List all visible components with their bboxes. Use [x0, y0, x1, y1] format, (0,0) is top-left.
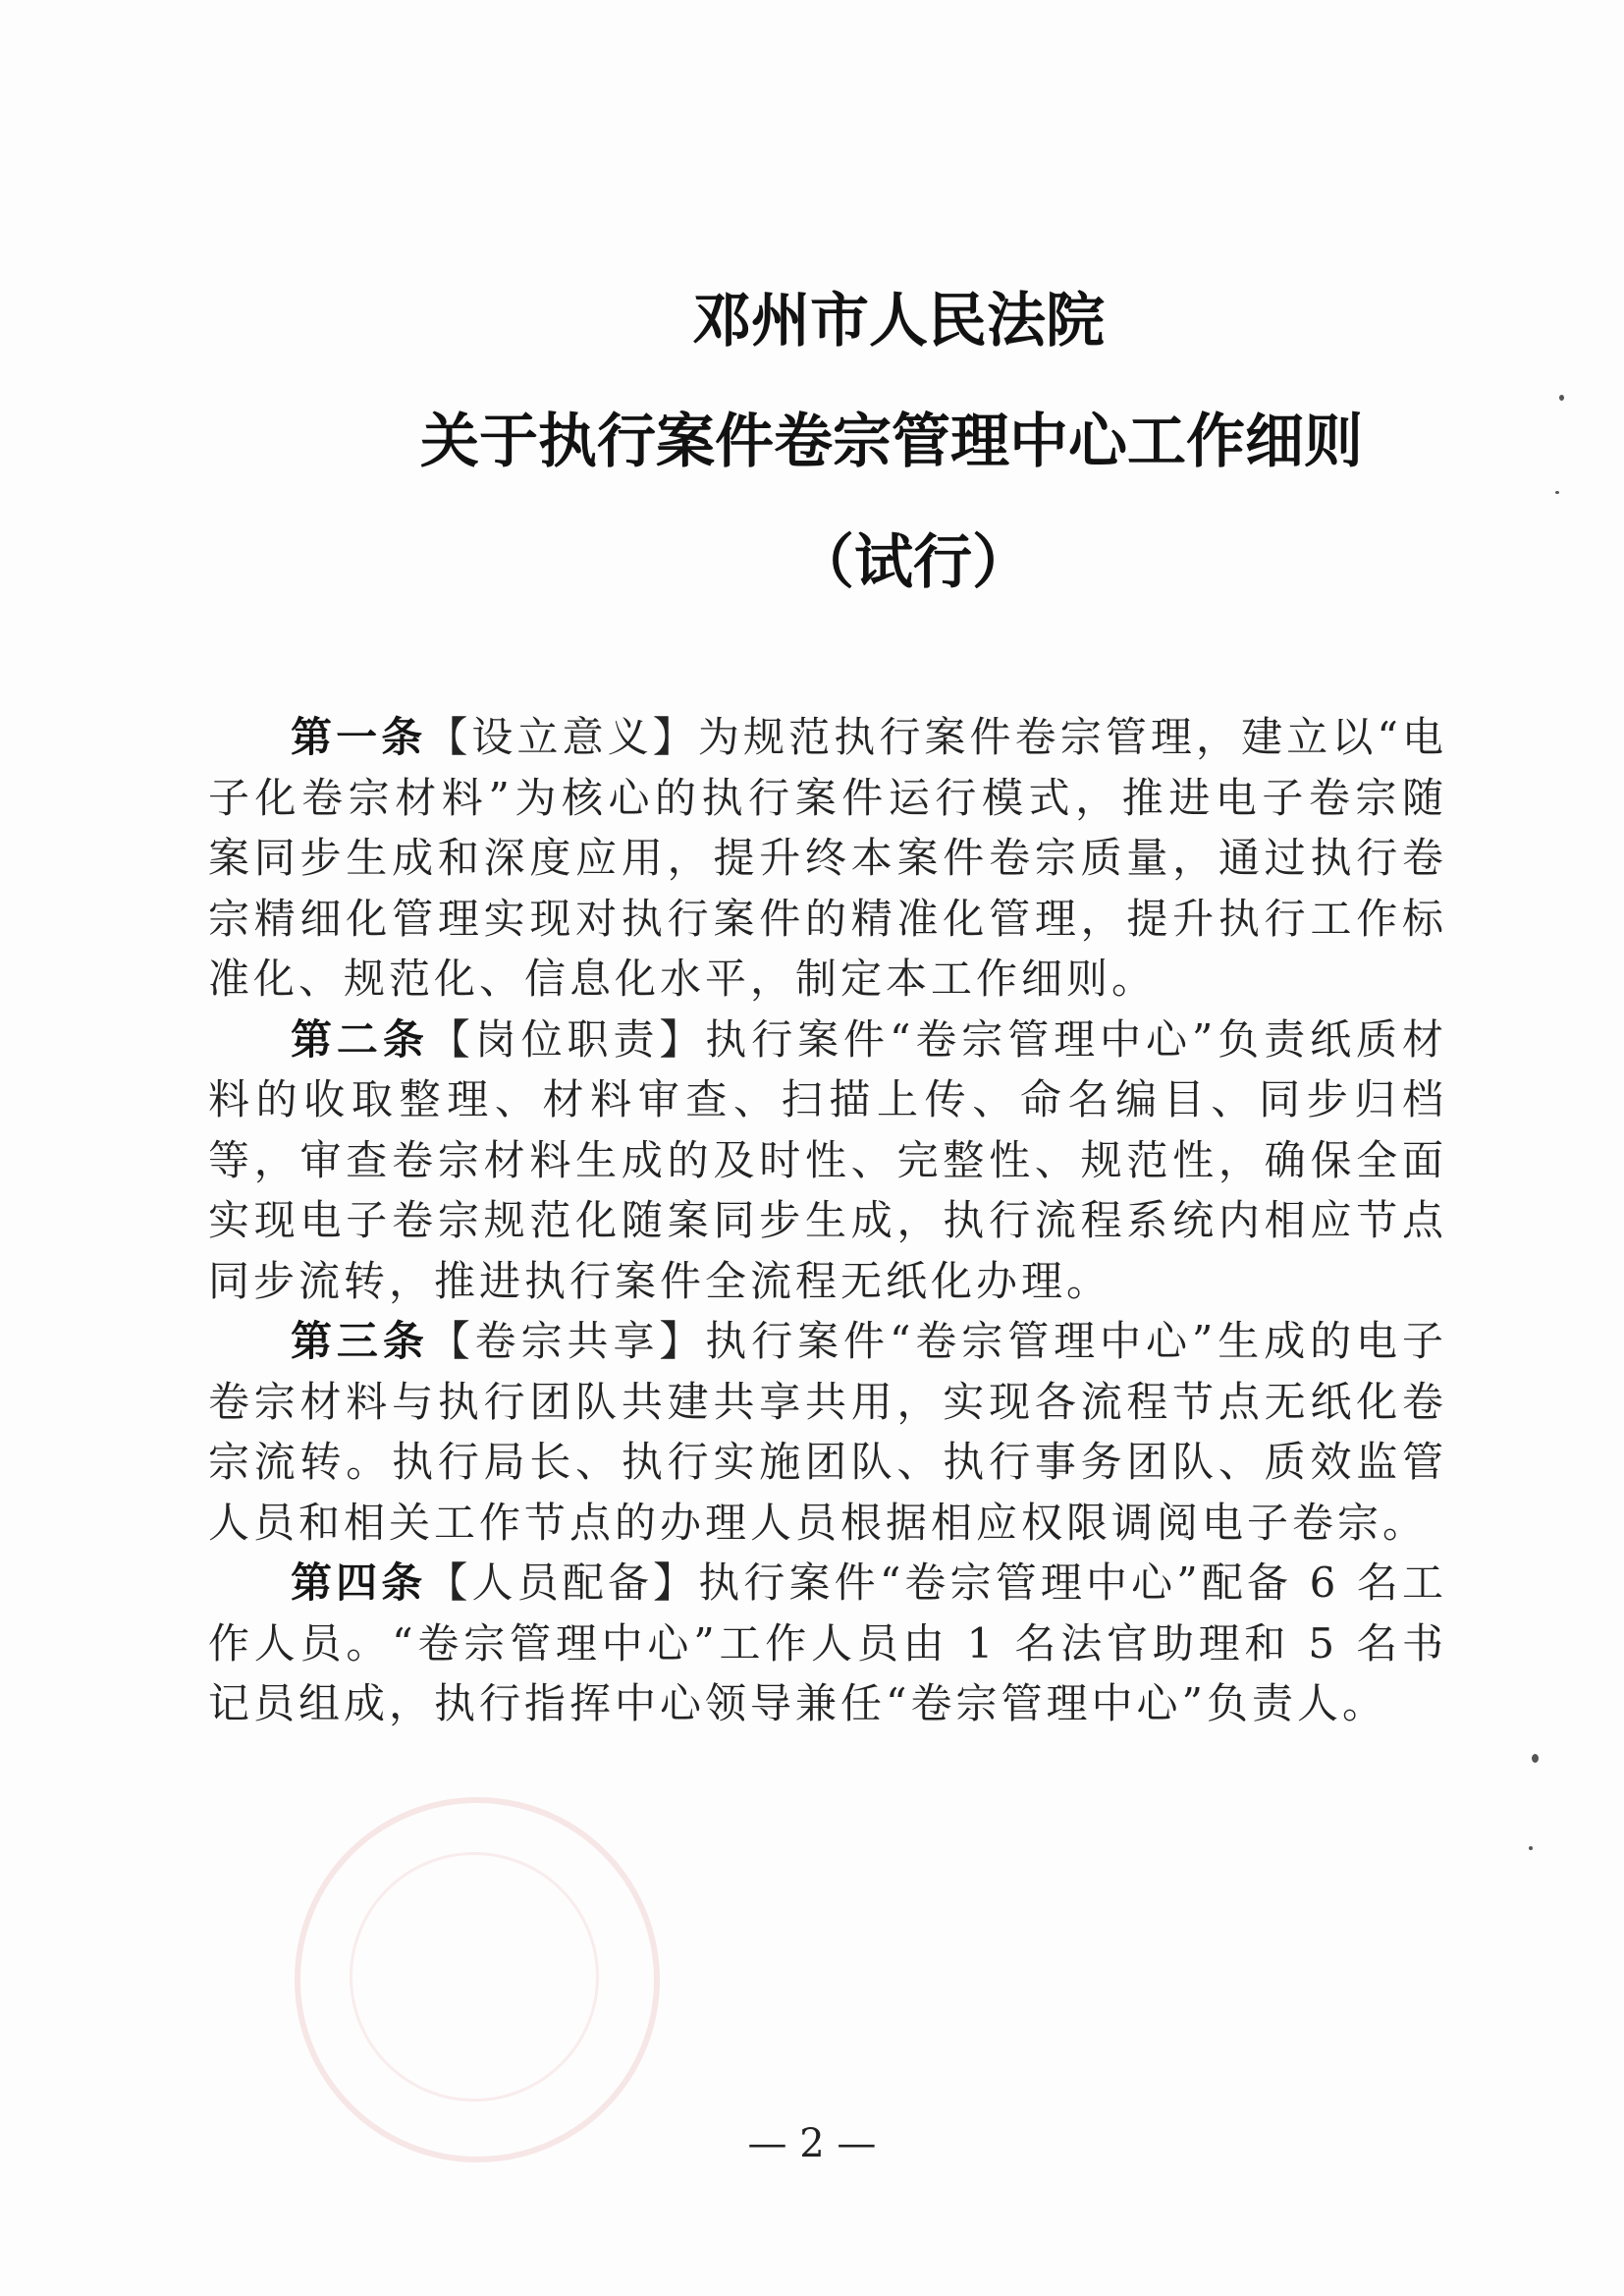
article-1 — [208, 707, 1447, 1010]
official-seal-inner-ring — [350, 1852, 599, 2102]
document-body — [208, 707, 1447, 1734]
document-title-court: 邓州市人民法院 — [692, 287, 1105, 355]
document-title-main: 关于执行案件卷宗管理中心工作细则 — [420, 408, 1363, 476]
page-number: — 2 — — [747, 2121, 877, 2166]
article-3-heading: 【卷宗共享】 — [428, 1317, 706, 1365]
article-3 — [208, 1311, 1447, 1553]
scan-speck — [1529, 1846, 1533, 1850]
article-2-heading: 【岗位职责】 — [428, 1014, 706, 1064]
scan-speck — [1559, 395, 1564, 401]
article-3-label: 第三条 — [291, 1317, 429, 1365]
article-1-text: 为规范执行案件卷宗管理，建立以“电子化卷宗材料”为核心的执行案件运行模式，推进电子卷宗随案同步生成和深度应用，提升终本案件卷宗质量，通过执行卷宗精细化管理实现对执行案件的精准化管理，提升执行工作标准化、规范化、信息化水平，制定本工作细则。 — [208, 713, 1447, 1003]
article-2 — [208, 1010, 1447, 1312]
article-3-text: 执行案件“卷宗管理中心”生成的电子卷宗材料与执行团队共建共享共用，实现各流程节点无纸化卷宗流转。执行局长、执行实施团队、执行事务团队、质效监管人员和相关工作节点的办理人员根据相应权限调阅电子卷宗。 — [208, 1317, 1447, 1547]
official-seal-watermark — [295, 1797, 660, 2162]
article-4-label: 第四条 — [291, 1558, 427, 1607]
article-1-heading: 【设立意义】 — [426, 713, 698, 761]
article-4-text: 执行案件“卷宗管理中心”配备 6 名工作人员。“卷宗管理中心”工作人员由 1 名法官助理和 5 名书记员组成，执行指挥中心领导兼任“卷宗管理中心”负责人。 — [208, 1558, 1447, 1727]
article-4-heading: 【人员配备】 — [426, 1558, 699, 1607]
scan-speck — [1532, 1754, 1539, 1763]
scan-speck — [1555, 491, 1559, 494]
article-2-text: 执行案件“卷宗管理中心”负责纸质材料的收取整理、材料审查、扫描上传、命名编目、同步归档等，审查卷宗材料生成的及时性、完整性、规范性，确保全面实现电子卷宗规范化随案同步生成，执行流程系统内相应节点同步流转，推进执行案件全流程无纸化办理。 — [208, 1014, 1447, 1305]
document-title-status: （试行） — [795, 528, 1031, 597]
article-4 — [208, 1553, 1447, 1734]
article-2-label: 第二条 — [291, 1014, 429, 1064]
article-1-label: 第一条 — [291, 713, 427, 761]
